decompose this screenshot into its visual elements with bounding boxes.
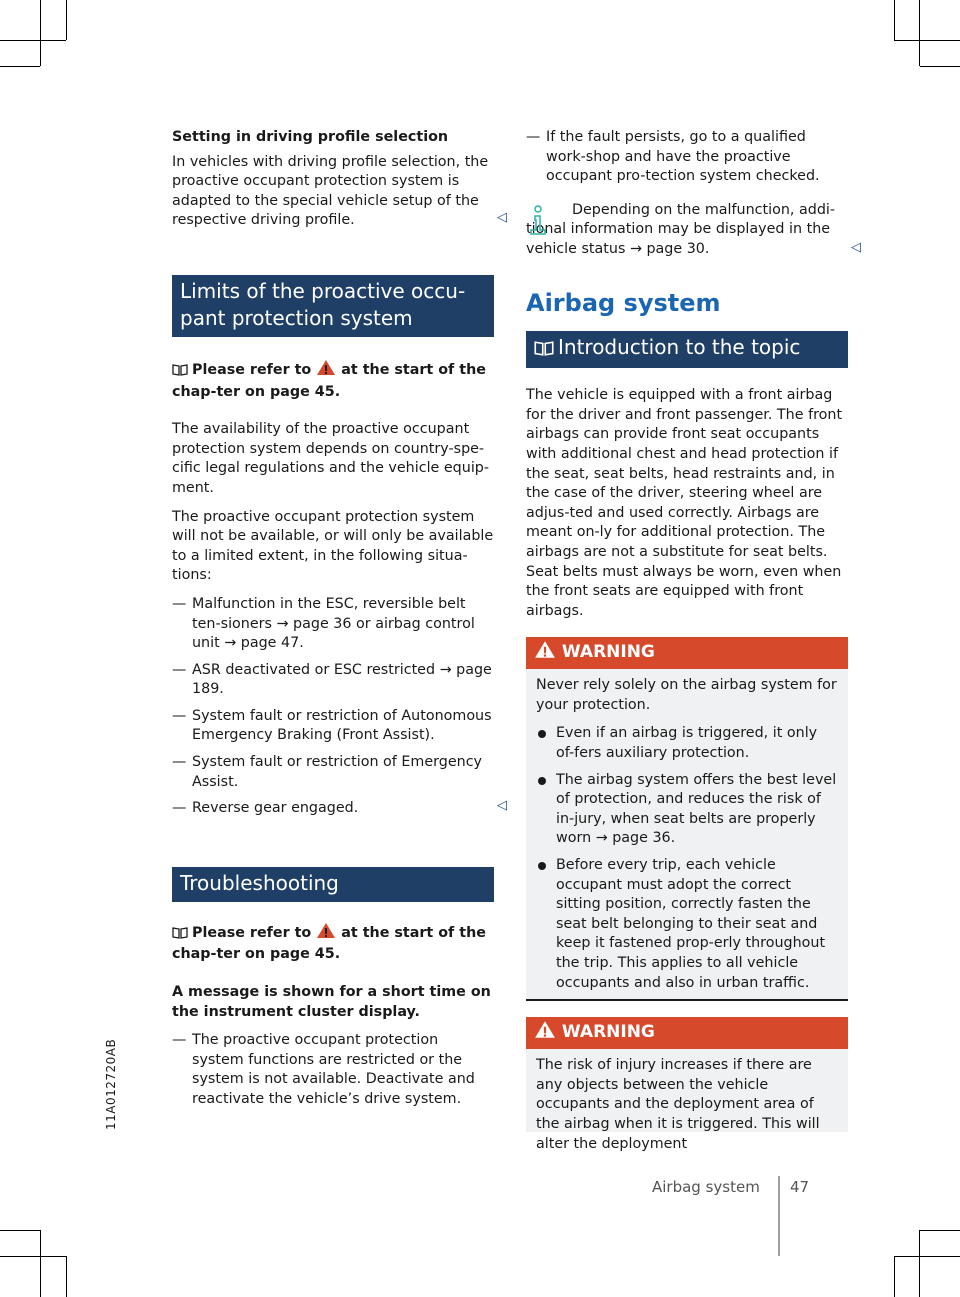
section-end-icon: ◁ <box>497 798 507 813</box>
crop-mark <box>894 0 895 40</box>
list-item: — Malfunction in the ESC, reversible belt ten-sioners → page 36 or airbag control unit → page 47. <box>172 595 475 652</box>
crop-mark <box>0 40 66 41</box>
limits-paragraph-1: The availability of the proactive occupant protection system depends on country-spe-cific legal regulations and the vehicle equip-ment. <box>172 421 490 496</box>
crop-mark <box>919 1230 920 1297</box>
list-item: The airbag system offers the best level of protection, and reduces the risk of in-jury, when seat belts are properly worn → page 36. <box>536 771 838 849</box>
crop-mark <box>920 66 960 67</box>
crop-mark <box>66 1256 67 1297</box>
crop-mark <box>894 1256 960 1257</box>
warning-lead: Never rely solely on the airbag system for your protection. <box>536 677 837 713</box>
trouble-ref-text-b: at the start of the chap-ter on page 45. <box>172 924 486 963</box>
right-column <box>526 128 848 1152</box>
profile-text: In vehicles with driving profile selection, the proactive occupant protection system is adapted to the special vehicle setup of the respective driving profile. <box>172 153 489 229</box>
limits-ref-text-a: Please refer to <box>192 361 312 378</box>
list-item: Even if an airbag is triggered, it only of-fers auxiliary protection. <box>536 724 838 763</box>
warning-text: The risk of injury increases if there are any objects between the vehicle occupants and the deployment area of the airbag when it is triggered. This will alter the deployment <box>536 1057 820 1152</box>
warning-triangle-icon <box>534 640 556 666</box>
warning-header: WARNING <box>526 1017 848 1049</box>
limits-heading: Limits of the proactive occu-pant protection system <box>172 275 494 337</box>
list-item: Before every trip, each vehicle occupant must adopt the correct sitting position, correctly fasten the seat belt belonging to their seat and keep it fastened prop-erly throughout the trip. This applies to all vehicle occupants and also in urban traffic. <box>536 856 838 993</box>
footer-divider <box>778 1176 780 1256</box>
footer-section: Airbag system <box>652 1178 760 1196</box>
info-note <box>526 201 848 260</box>
crop-mark <box>40 0 41 66</box>
list-item: — If the fault persists, go to a qualified work-shop and have the proactive occupant pro-tection system checked. <box>526 129 820 185</box>
limits-reference <box>172 359 494 402</box>
list-item: — System fault or restriction of Emergency Assist. <box>172 754 483 790</box>
book-icon <box>172 363 188 383</box>
warning-triangle-icon <box>316 359 336 383</box>
warning-triangle-icon <box>534 1020 556 1046</box>
airbag-title: Airbag system <box>526 288 721 317</box>
info-icon <box>526 205 550 242</box>
crop-mark <box>0 1256 66 1257</box>
warning-header: WARNING <box>526 637 848 669</box>
crop-mark <box>0 66 40 67</box>
trouble-subheading: A message is shown for a short time on the instrument cluster display. <box>172 984 491 1020</box>
crop-mark <box>920 1230 960 1231</box>
warning-body <box>526 1049 848 1160</box>
page-number: 47 <box>790 1178 810 1196</box>
crop-mark <box>40 1230 41 1297</box>
list-item: — System fault or restriction of Autonomous Emergency Braking (Front Assist). <box>172 707 492 744</box>
troubleshooting-heading: Troubleshooting <box>172 867 494 902</box>
section-end-icon: ◁ <box>851 240 861 255</box>
crop-mark <box>0 1230 40 1231</box>
intro-heading: Introduction to the topic <box>526 331 848 368</box>
limits-paragraph-2: The proactive occupant protection system will not be available, or will only be available to a limited extent, in the following situa-tions: <box>172 508 494 584</box>
left-column <box>172 128 494 1117</box>
warning-triangle-icon <box>316 922 336 946</box>
document-code: 11A012720AB <box>104 1038 118 1130</box>
crop-mark <box>66 0 67 40</box>
warning-box <box>526 1017 848 1152</box>
list-item: — Reverse gear engaged. <box>172 800 359 817</box>
trouble-reference <box>172 922 494 965</box>
book-icon <box>172 926 188 946</box>
info-text: Depending on the malfunction, addi-tional information may be displayed in the vehicle status → page 30. <box>526 201 836 257</box>
limits-ref-text-b: at the start of the chap-ter on page 45. <box>172 361 486 400</box>
list-item: — ASR deactivated or ESC restricted → page 189. <box>172 661 492 698</box>
warning-body <box>526 669 848 999</box>
book-icon <box>534 336 554 363</box>
section-end-icon: ◁ <box>497 210 507 225</box>
crop-mark <box>894 40 960 41</box>
warning-box <box>526 637 848 1001</box>
intro-text: The vehicle is equipped with a front airbag for the driver and front passenger. The front airbags can provide front seat occupants with additional chest and head protection if the seat, seat belts, head restraints and, in the case of the driver, steering wheel are adjus-ted and used correctly. Airbags are meant on-ly for additional protection. The airbags are not a substitute for seat belts. Seat belts must always be worn, even when the front seats are equipped with front airbags. <box>526 387 843 619</box>
trouble-ref-text-a: Please refer to <box>192 924 312 941</box>
list-item: — The proactive occupant protection system functions are restricted or the system is not available. Deactivate and reactivate the vehicle’s drive system. <box>172 1032 475 1107</box>
crop-mark <box>919 0 920 66</box>
crop-mark <box>894 1256 895 1297</box>
profile-heading: Setting in driving profile selection <box>172 129 449 145</box>
